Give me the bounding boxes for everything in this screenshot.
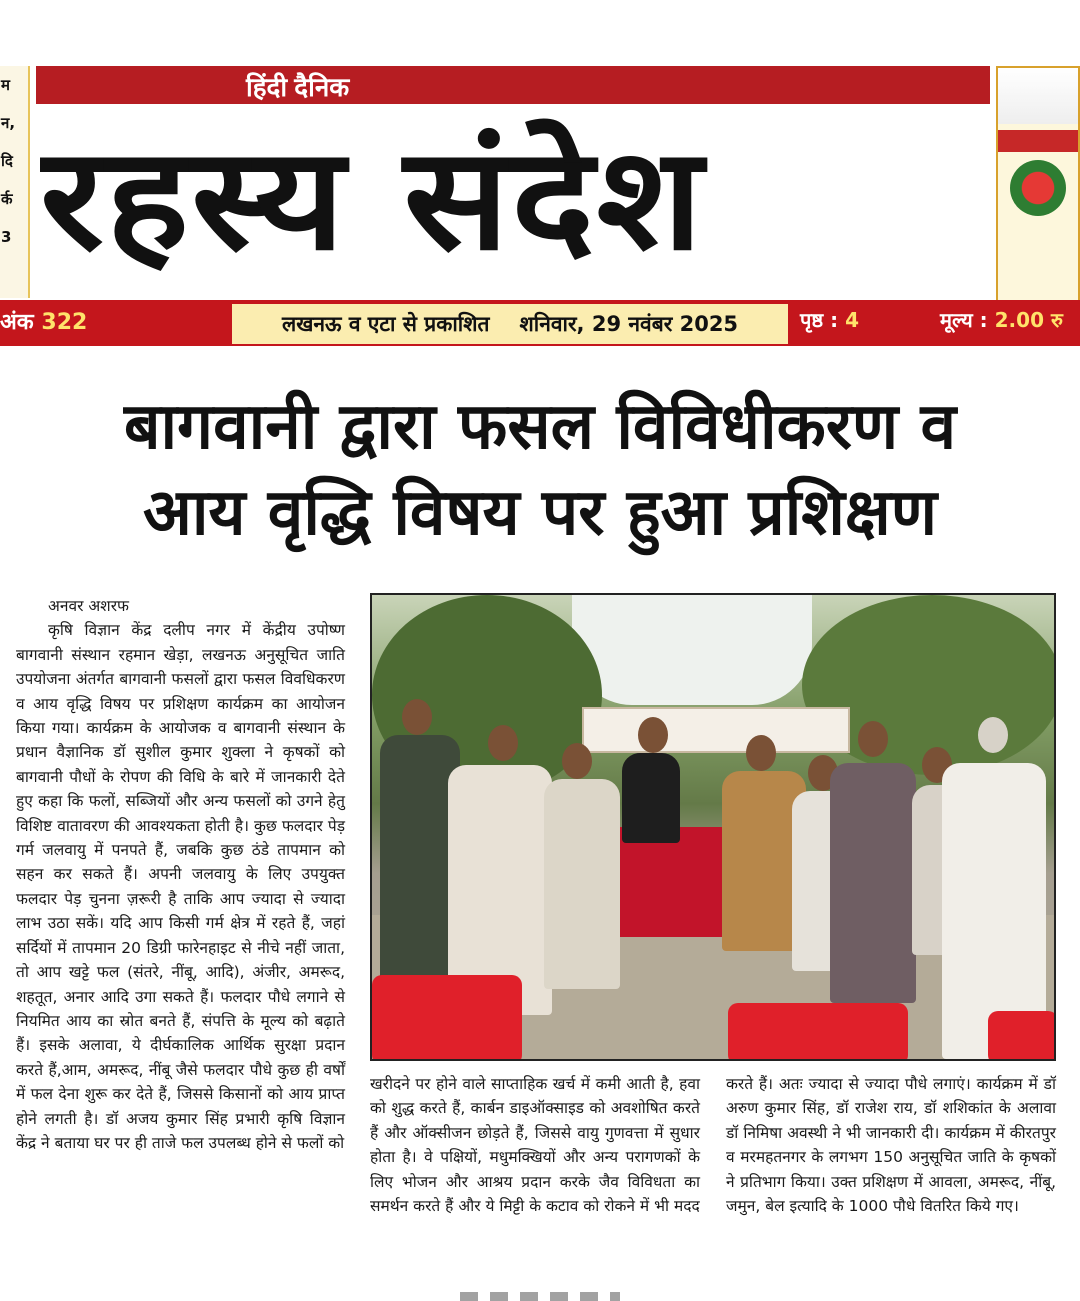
photo-person-head — [402, 699, 432, 735]
photo-person — [622, 753, 680, 843]
price-label: मूल्य : — [940, 308, 988, 332]
page-number: 4 — [845, 308, 859, 332]
headline-line-2: आय वृद्धि विषय पर हुआ प्रशिक्षण — [142, 476, 938, 550]
photo-banner — [582, 707, 850, 753]
page-info — [800, 306, 859, 333]
column-3-text: करते हैं। अतः ज्यादा से ज्यादा पौधे लगाएं। कार्यक्रम में डॉ अरुण कुमार सिंह, डॉ राजेश राय, डॉ शशिकांत के अलावा डॉ निमिषा अवस्थी ने भी जानकारी दी। कार्यक्रम में कीरतपुर व मरमहतनगर के लगभग 150 अनुसूचित जाति के कृषकों ने प्रतिभाग किया। उक्त प्रशिक्षण में आवला, अमरूद, नींबू, जमुन, बेल इत्यादि के 1000 पौधे वितरित किये गए। — [726, 1075, 1056, 1216]
issue-number: 322 — [41, 310, 88, 335]
edge-fragment-text: दि — [1, 152, 13, 170]
right-edge-ad — [996, 66, 1080, 302]
column-1-text: कृषि विज्ञान केंद्र दलीप नगर में केंद्रीय उपोष्ण बागवानी संस्थान रहमान खेड़ा, लखनऊ अनुसूचित जाति उपयोजना अंतर्गत बागवानी फसलों द्वारा फसल विवधिकरण व आय वृद्धि विषय पर प्रशिक्षण कार्यक्रम का आयोजन किया गया। कार्यक्रम के आयोजक व बागवानी संस्थान के प्रधान वैज्ञानिक डॉ सुशील कुमार शुक्ला ने कृषकों को बागवानी पौधों के रोपण की विधि के बारे में जानकारी देते हुए कहा कि फलों, सब्जियों और अन्य फसलों को उगने हेतु विशिष्ट वातावरण की आवश्यकता होती है। कुछ फलदार पेड़ गर्म जलवायु में पनपते हैं, जबकि कुछ ठंडे तापमान को सहन कर सकते हैं। अपनी जलवायु के लिए उपयुक्त फलदार पेड़ चुनना ज़रूरी है ताकि आप ज्यादा से ज्यादा लाभ उठा सकें। यदि आप किसी गर्म क्षेत्र में रहते हैं, जहां सर्दियों में तापमान 20 डिग्री फारेनहाइट से नीचे नहीं जाता, तो आप खट्टे फल (संतरे, नींबू, आदि), अंजीर, अमरूद, शहतूत, अनार आदि उगा सकते हैं। फलदार पौधे लगाने से नियमित आय का स्रोत बनते हैं, संपत्ति के मूल्य को बढ़ाते हैं। इसके अलावा, ये दीर्घकालिक आर्थिक सुरक्षा प्रदान करते हैं,आम, अमरूद, नींबू जैसे फलदार पौधे कुछ ही वर्षों में फल देना शुरू कर देते हैं, जिससे किसानों को आय प्राप्त होने लगती है। डॉ अजय कुमार सिंह प्रभारी कृषि विज्ञान केंद्र ने बताया घर पर ही ताजे फल उपलब्ध होने से फलों को — [16, 621, 345, 1152]
article-column-3 — [726, 1072, 1056, 1218]
photo-chair — [728, 1003, 908, 1061]
ad-logo-icon — [1010, 160, 1066, 216]
byline: अनवर अशरफ — [48, 597, 130, 615]
article-column-1 — [16, 594, 345, 1155]
newspaper-title-text: रहस्य संदेश — [40, 117, 705, 282]
newspaper-title — [40, 102, 992, 298]
published-from: लखनऊ व एटा से प्रकाशित — [281, 312, 490, 336]
ad-portrait-image — [998, 68, 1078, 124]
photo-person-head — [638, 717, 668, 753]
photo-chair — [988, 1011, 1056, 1061]
publication-info — [232, 304, 788, 344]
photo-sky — [572, 595, 812, 705]
edge-fragment-text: म — [1, 76, 10, 94]
edge-fragment-text: 3 — [1, 228, 12, 246]
photo-person-head — [562, 743, 592, 779]
tagline: हिंदी दैनिक — [246, 72, 350, 102]
photo-person-head — [488, 725, 518, 761]
publication-date: शनिवार, 29 नवंबर 2025 — [519, 312, 739, 336]
article-headline — [0, 384, 1080, 556]
photo-person-head — [978, 717, 1008, 753]
tagline-bar — [36, 66, 990, 104]
page-label: पृष्ठ : — [800, 308, 839, 332]
photo-person-head — [858, 721, 888, 757]
price-info — [940, 306, 1063, 333]
next-article-fragment — [460, 1292, 620, 1301]
event-photo — [370, 593, 1056, 1061]
headline-line-1: बागवानी द्वारा फसल विविधीकरण व — [123, 390, 957, 464]
photo-person — [544, 779, 620, 989]
photo-chair — [372, 975, 522, 1061]
edge-fragment-text: न, — [1, 114, 16, 132]
photo-person — [830, 763, 916, 1003]
column-2-text: खरीदने पर होने वाले साप्ताहिक खर्च में कमी आती है, हवा को शुद्ध करते हैं, कार्बन डाइऑक्साइड को अवशोषित करते हैं और ऑक्सीजन छोड़ते हैं, जिससे वायु गुणवत्ता में सुधार होता है। वे पक्षियों, मधुमक्खियों और अन्य परागणकों के लिए भोजन और आश्रय प्रदान करके जैव विविधता का समर्थन करते हैं और ये मिट्टी के कटाव को रोकने में भी मदद — [370, 1075, 700, 1216]
ad-red-band — [998, 130, 1078, 152]
left-edge-ad-fragment — [0, 66, 30, 298]
photo-person-head — [746, 735, 776, 771]
issue-info — [0, 306, 87, 340]
issue-label: अंक — [0, 310, 34, 335]
edge-fragment-text: र्क — [1, 190, 13, 208]
price-value: 2.00 रु — [994, 308, 1063, 332]
article-column-2 — [370, 1072, 700, 1218]
